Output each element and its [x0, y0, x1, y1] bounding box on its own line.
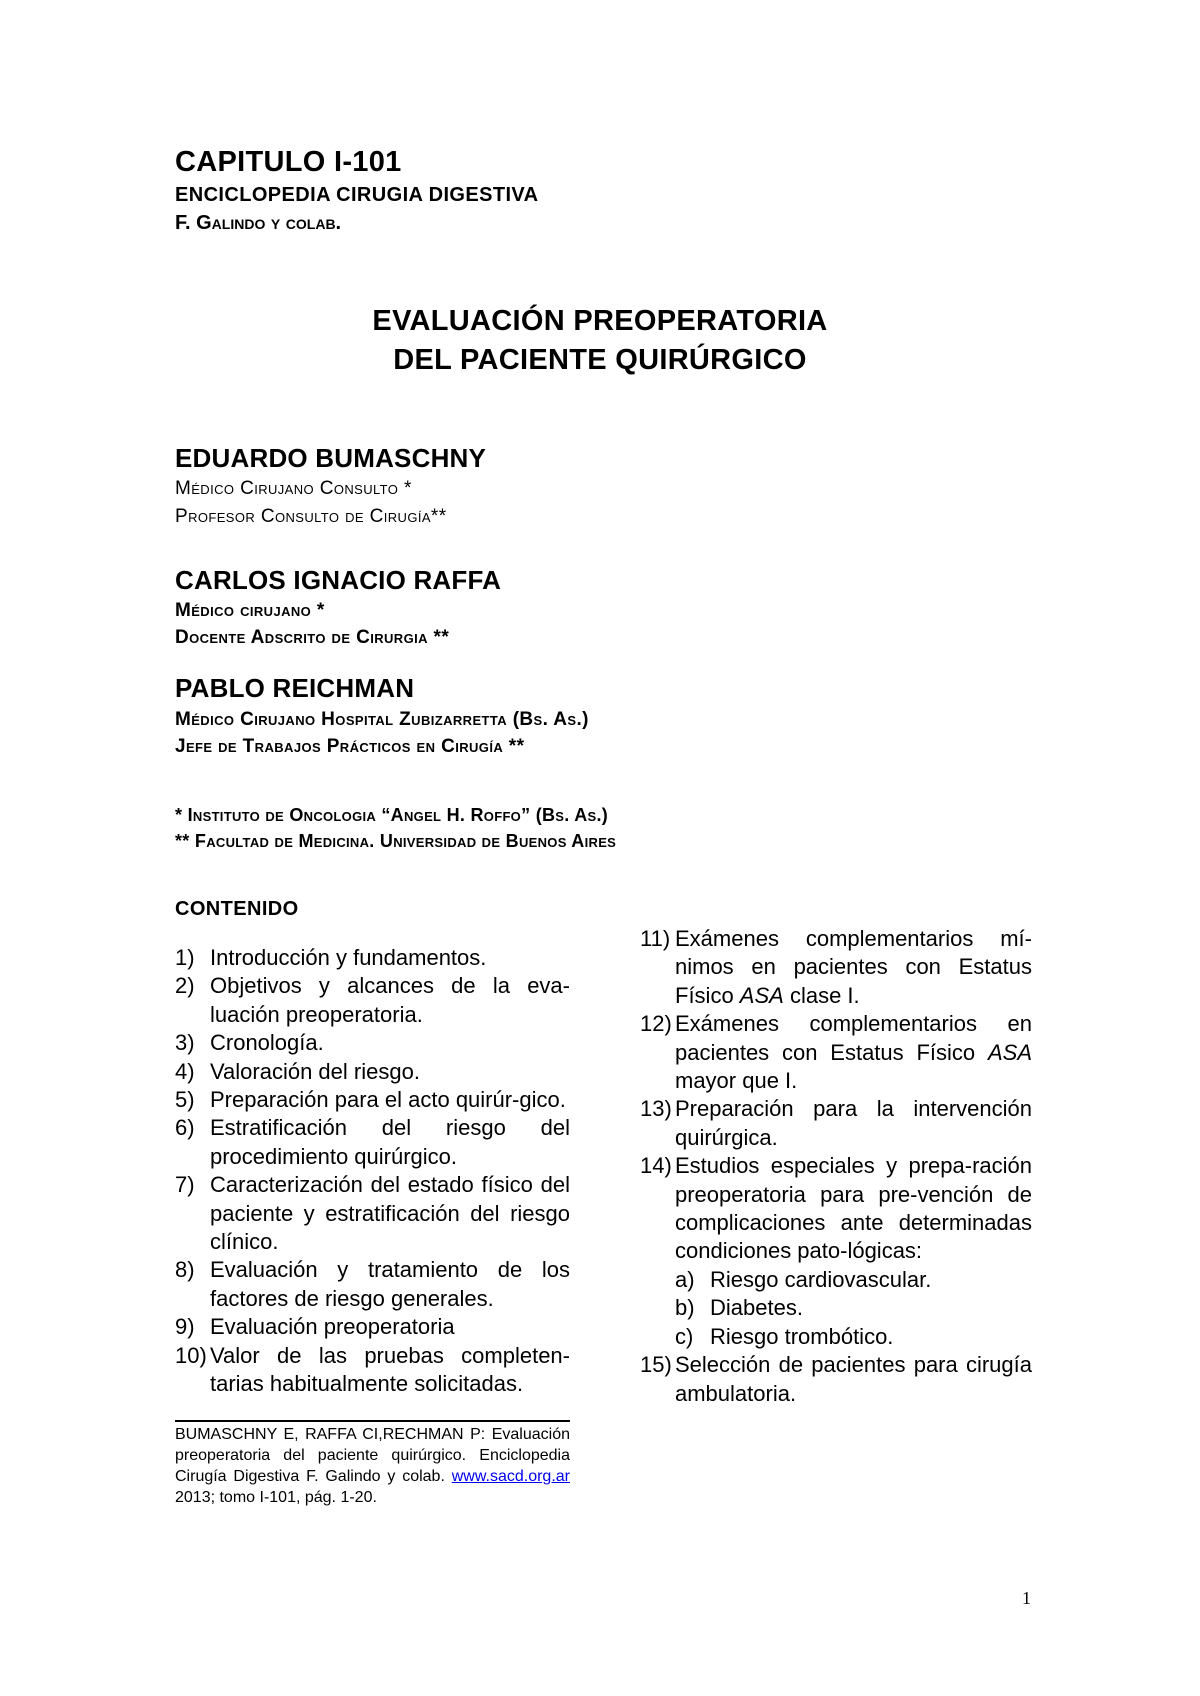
- list-text: Estratificación del riesgo del procedimiento quirúrgico.: [210, 1115, 570, 1169]
- list-number: 14): [640, 1153, 672, 1179]
- sub-list-item: [675, 1323, 1032, 1351]
- list-text: Valoración del riesgo.: [210, 1058, 420, 1084]
- list-number: 5): [175, 1087, 195, 1113]
- list-item: [175, 1313, 570, 1341]
- list-number: 6): [175, 1115, 195, 1141]
- list-text: Riesgo cardiovascular.: [710, 1266, 932, 1292]
- list-number: 13): [640, 1096, 672, 1122]
- list-item: [175, 1171, 570, 1256]
- editor-credit: F. Galindo y colab.: [175, 212, 342, 234]
- list-number: a): [675, 1266, 695, 1292]
- list-text: Diabetes.: [710, 1295, 803, 1321]
- list-number: 10): [175, 1342, 207, 1368]
- author-affiliation: Médico Cirujano Hospital Zubizarretta (Bs. As.): [175, 709, 589, 730]
- list-text: mayor que I.: [675, 1068, 798, 1094]
- citation-text: 2013; tomo I-101, pág. 1-20.: [175, 1489, 377, 1506]
- author-name: CARLOS IGNACIO RAFFA: [175, 565, 502, 595]
- author-affiliation: Jefe de Trabajos Prácticos en Cirugía **: [175, 736, 525, 757]
- list-number: 2): [175, 973, 195, 999]
- list-item: [175, 1342, 570, 1399]
- list-item: [640, 1351, 1032, 1408]
- list-item: [175, 1086, 570, 1114]
- list-text: Introducción y fundamentos.: [210, 945, 487, 970]
- list-text: Evaluación y tratamiento de los factores de riesgo generales.: [210, 1257, 570, 1311]
- author-name: PABLO REICHMAN: [175, 673, 415, 703]
- list-text: Estudios especiales y prepa-ración preoperatoria para pre-vención de complicaciones ante determinadas condiciones pato-lógicas:: [675, 1153, 1032, 1264]
- author-affiliation: Docente Adscrito de Cirurgia **: [175, 627, 450, 648]
- author-affiliation: Médico cirujano *: [175, 600, 325, 621]
- encyclopedia-name: ENCICLOPEDIA CIRUGIA DIGESTIVA: [175, 184, 539, 206]
- list-text: Preparación para el acto quirúr-gico.: [210, 1087, 566, 1113]
- list-item: [640, 1010, 1032, 1095]
- institution-note: * Instituto de Oncologia “Angel H. Roffo” (Bs. As.): [175, 805, 609, 825]
- list-number: 11): [640, 926, 671, 951]
- list-item: [175, 972, 570, 1029]
- contents-list-left: [175, 944, 570, 1399]
- list-text: Exámenes complementarios en pacientes con Estatus Físico: [675, 1011, 1032, 1065]
- institution-note: ** Facultad de Medicina. Universidad de Buenos Aires: [175, 831, 617, 851]
- sub-list-item: [675, 1266, 1032, 1294]
- list-number: 9): [175, 1314, 195, 1340]
- list-text: Evaluación preoperatoria: [210, 1314, 455, 1340]
- citation-note: [175, 1424, 570, 1508]
- list-text-italic: ASA: [987, 1039, 1032, 1065]
- sub-list-item: [675, 1294, 1032, 1322]
- contents-list-right: [640, 925, 1032, 1408]
- author-affiliation: Médico Cirujano Consulto *: [175, 478, 412, 499]
- list-item: [175, 944, 570, 972]
- list-item: [640, 925, 1032, 1010]
- list-item: [640, 1095, 1032, 1152]
- list-number: 15): [640, 1352, 672, 1378]
- list-text-italic: ASA: [739, 982, 784, 1008]
- page-number: 1: [1022, 1588, 1031, 1608]
- list-text: Cronología.: [210, 1030, 324, 1056]
- list-text: Riesgo trombótico.: [710, 1323, 894, 1349]
- list-text: Exámenes complementarios mí-nimos en pacientes con Estatus Físico: [675, 926, 1032, 1008]
- document-title-line-1: EVALUACIÓN PREOPERATORIA: [372, 305, 828, 337]
- author-affiliation: Profesor Consulto de Cirugía**: [175, 506, 447, 527]
- list-number: c): [675, 1323, 694, 1349]
- list-text: Valor de las pruebas completen-tarias habitualmente solicitadas.: [210, 1342, 570, 1397]
- list-number: 1): [175, 945, 195, 970]
- citation-divider: [175, 1420, 570, 1422]
- list-number: 4): [175, 1058, 195, 1084]
- document-title-line-2: DEL PACIENTE QUIRÚRGICO: [393, 344, 807, 376]
- list-text: Preparación para la intervención quirúrgica.: [675, 1096, 1032, 1150]
- citation-text: BUMASCHNY E, RAFFA CI,RECHMAN P: Evaluación preoperatoria del paciente quirúrgico. Enciclopedia Cirugía Digestiva F. Galindo y colab.: [175, 1426, 570, 1485]
- list-text: Selección de pacientes para cirugía ambulatoria.: [675, 1352, 1032, 1406]
- list-number: 7): [175, 1172, 195, 1198]
- list-text: Caracterización del estado físico del paciente y estratificación del riesgo clínico.: [210, 1172, 570, 1255]
- author-name: EDUARDO BUMASCHNY: [175, 443, 487, 473]
- list-text: clase I.: [783, 982, 860, 1008]
- citation-link[interactable]: www.sacd.org.ar: [451, 1468, 570, 1485]
- list-number: 3): [175, 1030, 195, 1056]
- chapter-heading: CAPITULO I-101: [175, 146, 402, 178]
- list-number: 12): [640, 1011, 672, 1037]
- list-item: [175, 1029, 570, 1057]
- list-number: b): [675, 1295, 695, 1321]
- list-item: [175, 1058, 570, 1086]
- list-item: [175, 1114, 570, 1171]
- list-text: Objetivos y alcances de la eva-luación preoperatoria.: [210, 973, 570, 1027]
- list-item: [640, 1152, 1032, 1351]
- list-number: 8): [175, 1257, 195, 1283]
- list-item: [175, 1256, 570, 1313]
- contents-heading: CONTENIDO: [175, 898, 299, 920]
